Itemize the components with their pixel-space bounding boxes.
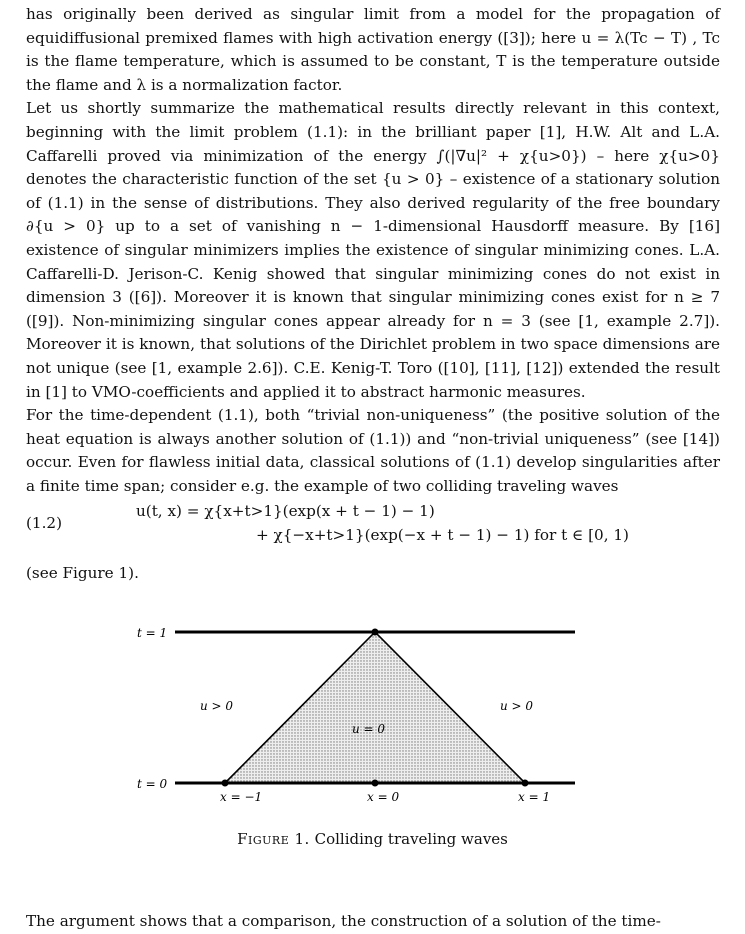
label-x-minus-1: x = −1 [220, 790, 263, 804]
paragraph-1: has originally been derived as singular limit from a model for the propagation of equidiffusional premixed flames with high activation energy ([3]); here u = λ(Tc − T) , Tc is the flame temperature, which is assumed to be constant, T is the temperature outside the flame and λ is a normalization factor. [26, 5, 720, 94]
label-x-1: x = 1 [518, 790, 551, 804]
cut-off-text-line: The argument shows that a comparison, the construction of a solution of the time- [26, 912, 661, 930]
zero-region-triangle [225, 632, 525, 783]
label-x-0: x = 0 [367, 790, 400, 804]
label-u-positive-right: u > 0 [500, 699, 534, 713]
equation-number: (1.2) [26, 514, 63, 533]
paragraph-3: For the time-dependent (1.1), both “trivial non-uniqueness” (the positive solution of the heat equation is always another solution of (1.1)) and “non-trivial uniqueness” (see [14]) occur. Even for flawless initial data, classical solutions of (1.1) develop singularities after a finite time span; consider e.g. the example of two colliding traveling waves [26, 406, 720, 495]
label-u-zero: u = 0 [352, 722, 386, 736]
paragraph-2: Let us shortly summarize the mathematical results directly relevant in this context, beginning with the limit problem (1.1): in the brilliant paper [1], H.W. Alt and L.A. Caffarelli proved via minimization of the energy ∫(|∇u|² + χ{u>0}) – here χ{u>0} denotes the characteristic function of the set {u > 0} – existence of a stationary solution of (1.1) in the sense of distributions. They also derived regularity of the free boundary ∂{u > 0} up to a set of vanishing n − 1-dimensional Hausdorff measure. By [16] existence of singular minimizers implies the existence of singular minimizing cones. L.A. Caffarelli-D. Jerison-C. Kenig showed that singular minimizing cones do not exist in dimension 3 ([6]). Moreover it is known that singular minimizing cones exist for n ≥ 7 ([9]). Non-minimizing singular cones appear already for n = 3 (see [1, example 2.7]). Moreover it is known, that solutions of the Dirichlet problem in two space dimensions are not unique (see [1, example 2.6]). C.E. Kenig-T. Toro ([10], [11], [12]) extended the result in [1] to VMO-coefficients and applied it to abstract harmonic measures. [26, 99, 720, 401]
figure-reference: (see Figure 1). [26, 564, 139, 583]
apex-dot [372, 629, 379, 636]
point-x-0 [372, 780, 379, 787]
equation-line-1: u(t, x) = χ{x+t>1}(exp(x + t − 1) − 1) [136, 502, 435, 521]
equation-line-2: + χ{−x+t>1}(exp(−x + t − 1) − 1) for t ∈ [0, 1) [256, 526, 629, 545]
label-t-0: t = 0 [137, 777, 168, 791]
point-x-minus-1 [222, 780, 229, 787]
point-x-1 [522, 780, 529, 787]
figure-caption [0, 830, 745, 848]
caption-label: Figure 1. [237, 830, 310, 848]
label-u-positive-left: u > 0 [200, 699, 234, 713]
caption-text: Colliding traveling waves [314, 830, 508, 848]
label-t-1: t = 1 [137, 626, 168, 640]
